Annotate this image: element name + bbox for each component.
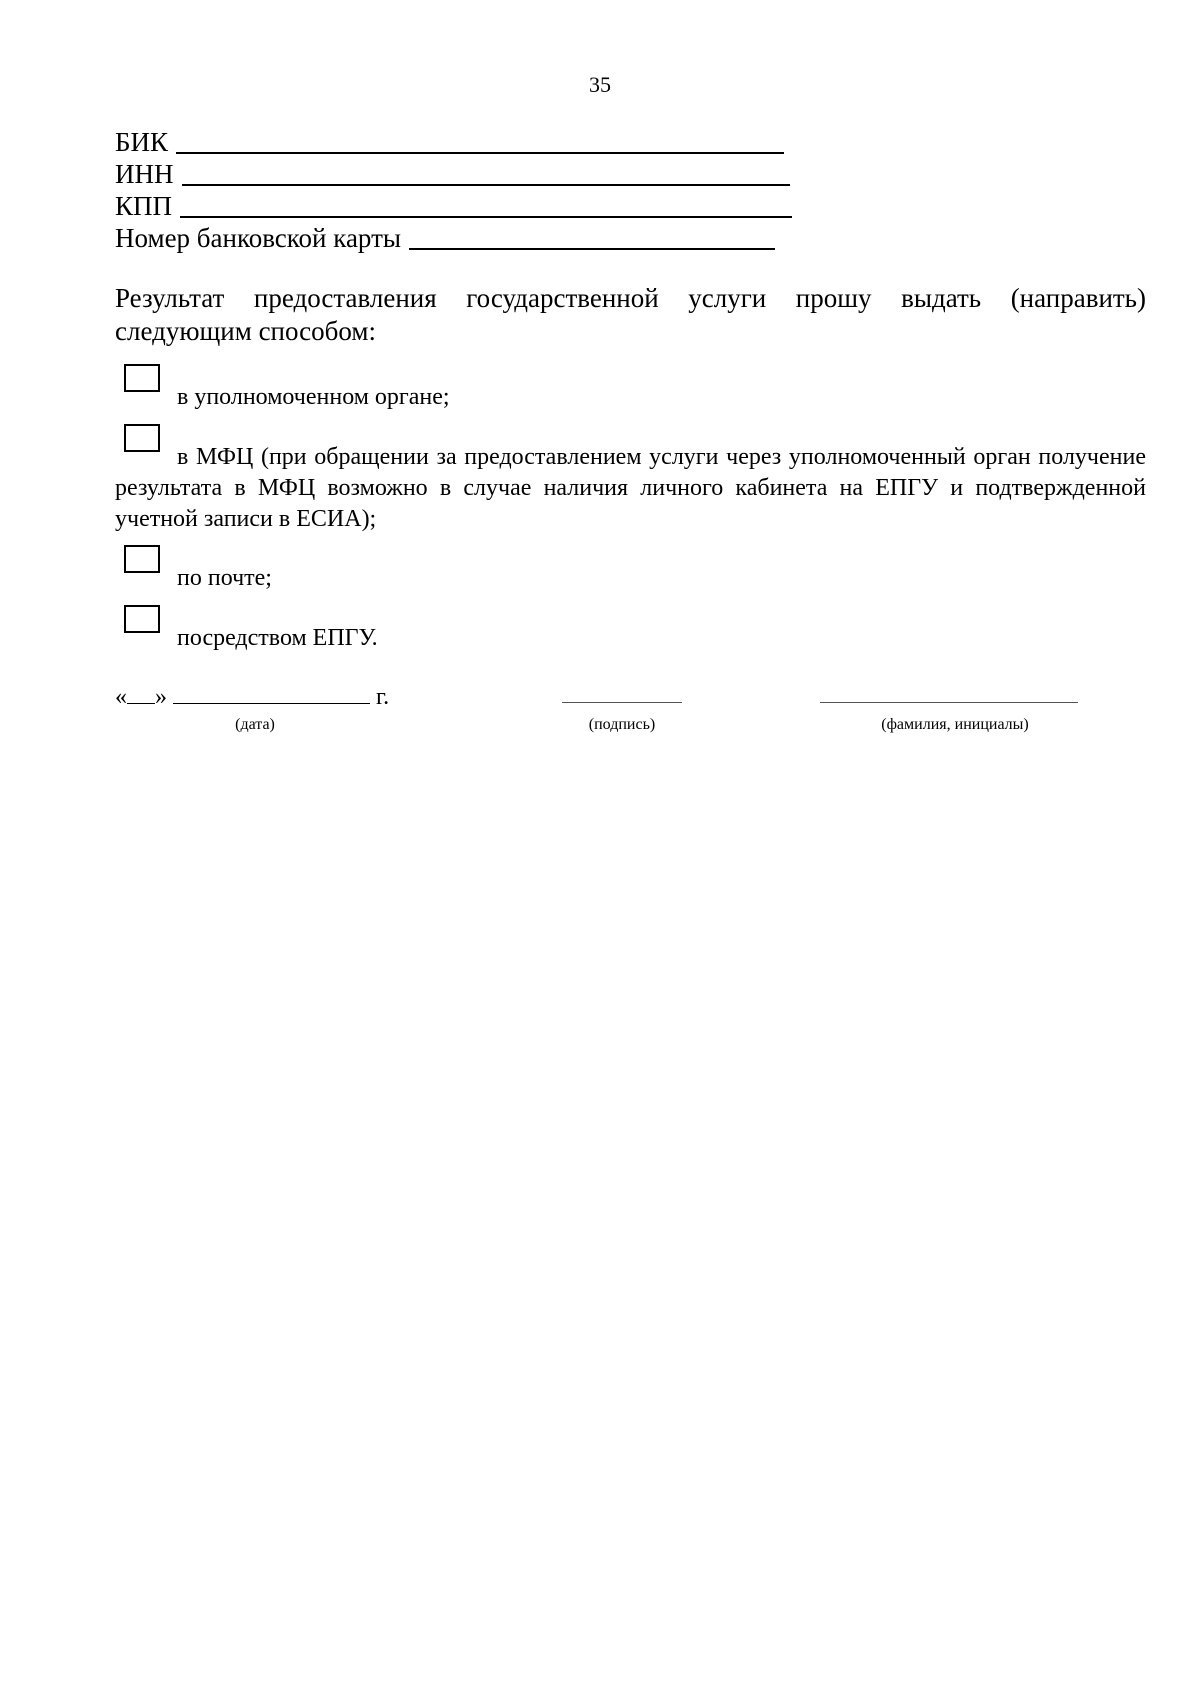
close-quote: » (155, 684, 167, 710)
name-input-line[interactable] (820, 702, 1078, 703)
bik-field-row (115, 126, 784, 158)
bik-input-line[interactable] (176, 128, 784, 154)
option-label: в МФЦ (при обращении за предоставлением услуги через уполномоченный орган получение результата в МФЦ возможно в случае наличия личного кабинета на ЕПГУ и подтвержденной учетной записи в ЕСИА); (115, 444, 1146, 532)
checkbox-mfc[interactable] (124, 424, 160, 452)
option-post (115, 545, 1146, 594)
kpp-field-row (115, 190, 792, 222)
date-caption: (дата) (235, 716, 275, 733)
day-input-line[interactable] (127, 683, 155, 704)
inn-input-line[interactable] (182, 160, 790, 186)
signature-input-line[interactable] (562, 702, 682, 703)
signature-caption: (подпись) (588, 716, 656, 733)
checkbox-epgu[interactable] (124, 605, 160, 633)
year-suffix: г. (376, 684, 390, 710)
date-field (115, 683, 389, 711)
result-delivery-intro: Результат предоставления государственной услуги прошу выдать (направить) следующим способом: (115, 283, 1146, 346)
inn-label: ИНН (115, 159, 174, 189)
option-label: в уполномоченном органе; (177, 384, 450, 410)
open-quote: « (115, 684, 127, 710)
page-number: 35 (589, 72, 611, 97)
option-mfc (115, 424, 1146, 535)
option-epgu (115, 605, 1146, 654)
month-input-line[interactable] (173, 683, 370, 704)
option-label: по почте; (177, 565, 272, 591)
card-label: Номер банковской карты (115, 223, 402, 253)
checkbox-post[interactable] (124, 545, 160, 573)
inn-field-row (115, 158, 790, 190)
card-field-row (115, 222, 775, 254)
option-label: посредством ЕПГУ. (177, 625, 378, 651)
checkbox-authorized-body[interactable] (124, 364, 160, 392)
kpp-input-line[interactable] (180, 192, 792, 218)
name-caption: (фамилия, инициалы) (881, 716, 1029, 733)
kpp-label: КПП (115, 191, 173, 221)
option-authorized-body (115, 364, 1146, 413)
bik-label: БИК (115, 127, 169, 157)
card-input-line[interactable] (409, 224, 775, 250)
